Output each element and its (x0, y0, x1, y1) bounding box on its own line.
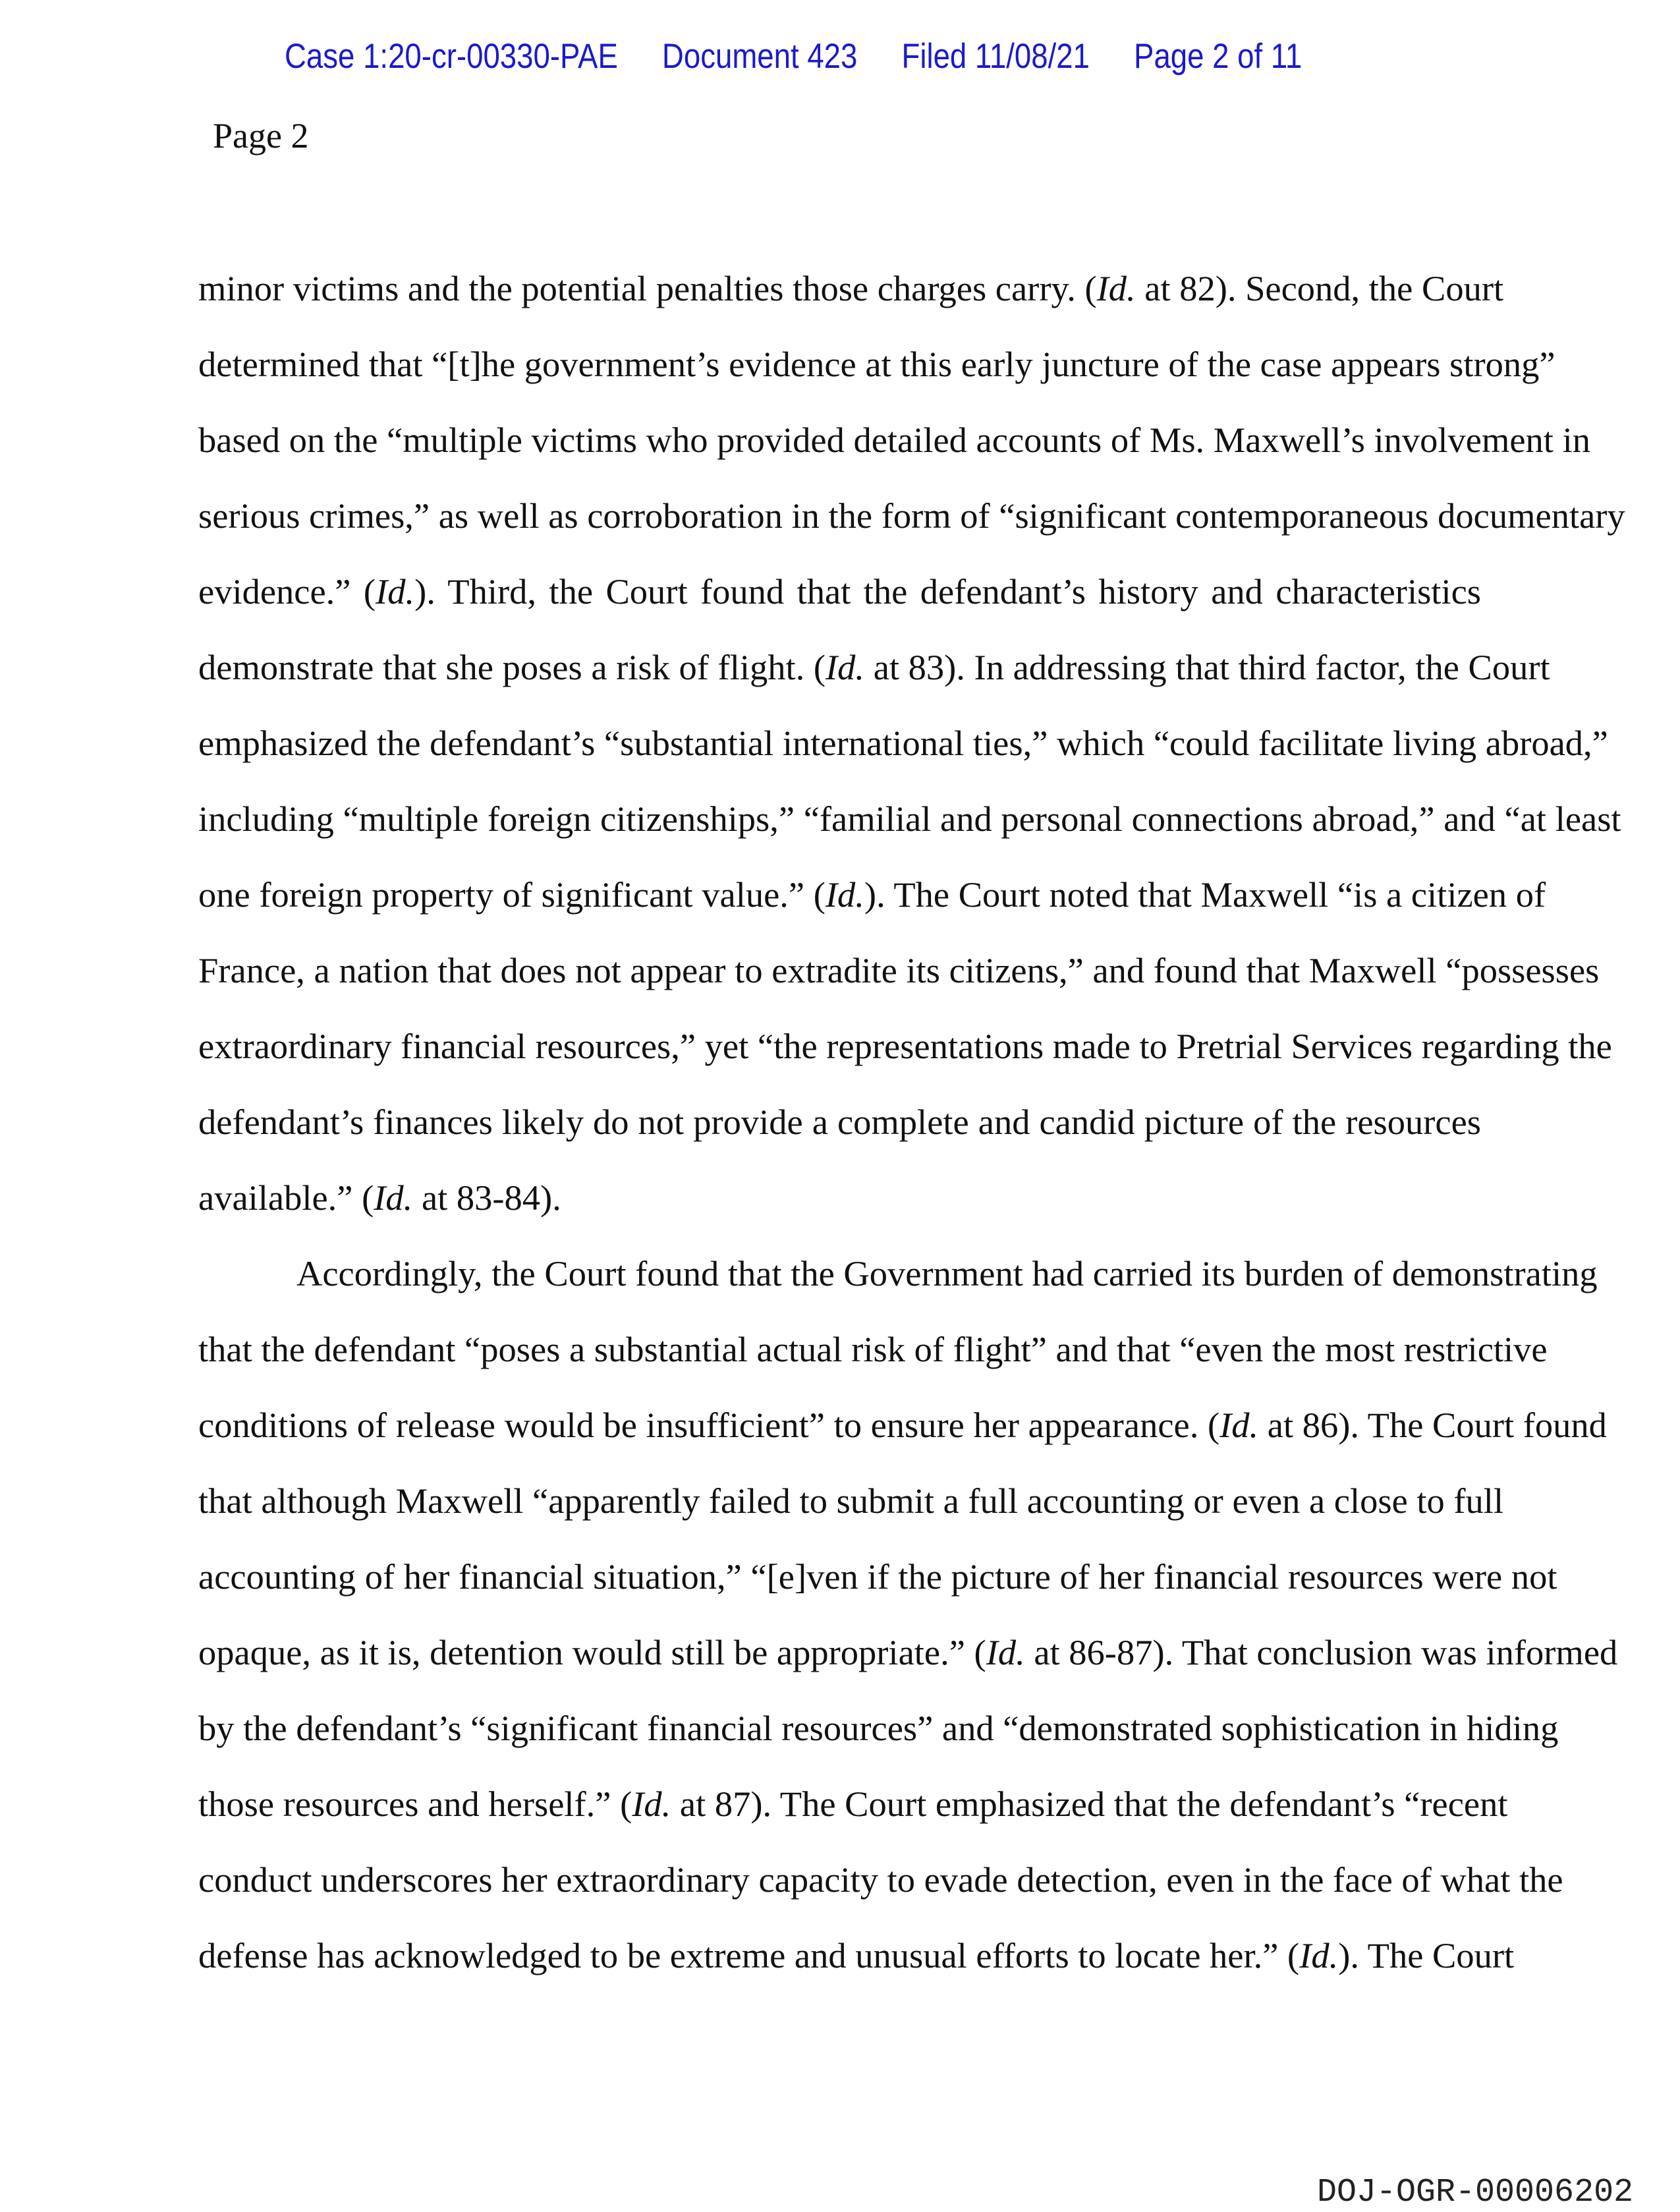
text-run: based on the “multiple victims who provided detailed accounts of Ms. Maxwell’s involvement in (198, 420, 1590, 460)
text-line (198, 553, 1481, 629)
text-run: determined that “[t]he government’s evidence at this early juncture of the case appears strong” (198, 344, 1555, 384)
text-line (198, 857, 1546, 932)
text-run: at 83-84). (412, 1177, 561, 1218)
text-run: at 87). The Court emphasized that the defendant’s “recent (671, 1784, 1508, 1824)
text-run: including “multiple foreign citizenships,” “familial and personal connections abroad,” and “at least (198, 799, 1621, 839)
citation-id: Id. (1096, 268, 1136, 308)
case-number: Case 1:20-cr-00330-PAE (285, 37, 618, 76)
text-line (198, 326, 1555, 402)
text-run: opaque, as it is, detention would still be appropriate.” ( (198, 1632, 986, 1672)
page-count: Page 2 of 11 (1134, 37, 1302, 76)
text-run: ). The Court noted that Maxwell “is a citizen of (864, 874, 1546, 915)
text-run: at 82). Second, the Court (1135, 268, 1504, 308)
citation-id: Id. (374, 1177, 413, 1218)
text-line (198, 402, 1590, 478)
text-run: France, a nation that does not appear to extradite its citizens,” and found that Maxwell “possesses (198, 950, 1600, 990)
text-run: evidence.” ( (198, 571, 376, 611)
text-line (198, 1235, 1598, 1311)
paragraph (198, 250, 1625, 1235)
text-run: at 86-87). That conclusion was informed (1024, 1632, 1618, 1672)
text-run: ). Third, the Court found that the defendant’s history and characteristics (414, 571, 1481, 611)
text-line (198, 1008, 1612, 1084)
page-label: Page 2 (213, 116, 309, 156)
text-line (198, 1917, 1515, 1993)
text-run: serious crimes,” as well as corroboration in the form of “significant contemporaneous documentary (198, 496, 1625, 536)
ecf-filing-header (285, 37, 1302, 76)
text-line (198, 1463, 1504, 1539)
text-line (198, 1614, 1618, 1690)
text-line (198, 1690, 1559, 1766)
text-run: defendant’s finances likely do not provide a complete and candid picture of the resources (198, 1102, 1481, 1142)
paragraph (198, 1235, 1618, 1993)
text-line (198, 1311, 1548, 1387)
citation-id: Id. (1219, 1405, 1259, 1445)
citation-id: Id. (1299, 1935, 1339, 1975)
text-run: at 86). The Court found (1258, 1405, 1607, 1445)
citation-id: Id. (376, 571, 415, 611)
citation-id: Id. (825, 874, 864, 915)
bates-number: DOJ-OGR-00006202 (1317, 2174, 1634, 2211)
text-run: accounting of her financial situation,” “[e]ven if the picture of her financial resources were not (198, 1556, 1557, 1597)
text-run: conditions of release would be insufficient” to ensure her appearance. ( (198, 1405, 1220, 1445)
citation-id: Id. (632, 1784, 671, 1824)
text-line (198, 781, 1621, 857)
text-line (198, 1539, 1557, 1614)
text-run: minor victims and the potential penalties those charges carry. ( (198, 268, 1097, 308)
text-run: by the defendant’s “significant financial resources” and “demonstrated sophistication in hiding (198, 1708, 1559, 1748)
text-line (198, 1160, 1481, 1235)
text-run: one foreign property of significant value.” ( (198, 874, 826, 915)
text-run: that the defendant “poses a substantial actual risk of flight” and that “even the most restrictive (198, 1329, 1548, 1369)
text-run: demonstrate that she poses a risk of flight. ( (198, 647, 826, 687)
text-line (198, 1387, 1607, 1463)
text-line (198, 1766, 1508, 1842)
text-run: defense has acknowledged to be extreme and unusual efforts to locate her.” ( (198, 1935, 1300, 1975)
text-line (198, 629, 1550, 705)
text-line (198, 705, 1608, 781)
text-run: extraordinary financial resources,” yet “the representations made to Pretrial Services regarding the (198, 1026, 1612, 1066)
text-line (198, 250, 1504, 326)
text-line (198, 932, 1600, 1008)
document-number: Document 423 (661, 37, 858, 76)
text-run: conduct underscores her extraordinary capacity to evade detection, even in the face of what the (198, 1859, 1563, 1900)
text-run: emphasized the defendant’s “substantial international ties,” which “could facilitate living abroad,” (198, 723, 1608, 763)
text-run: those resources and herself.” ( (198, 1784, 632, 1824)
citation-id: Id. (826, 647, 865, 687)
text-line (198, 478, 1625, 553)
text-line (198, 1842, 1563, 1917)
text-run: Accordingly, the Court found that the Government had carried its burden of demonstrating (296, 1253, 1598, 1293)
document-body (198, 250, 1625, 1993)
text-run: at 83). In addressing that third factor, the Court (864, 647, 1550, 687)
text-line (198, 1084, 1481, 1160)
text-run: available.” ( (198, 1177, 374, 1218)
text-run: ). The Court (1338, 1935, 1515, 1975)
citation-id: Id. (986, 1632, 1025, 1672)
filed-date: Filed 11/08/21 (901, 37, 1090, 76)
text-run: that although Maxwell “apparently failed to submit a full accounting or even a close to full (198, 1481, 1504, 1521)
